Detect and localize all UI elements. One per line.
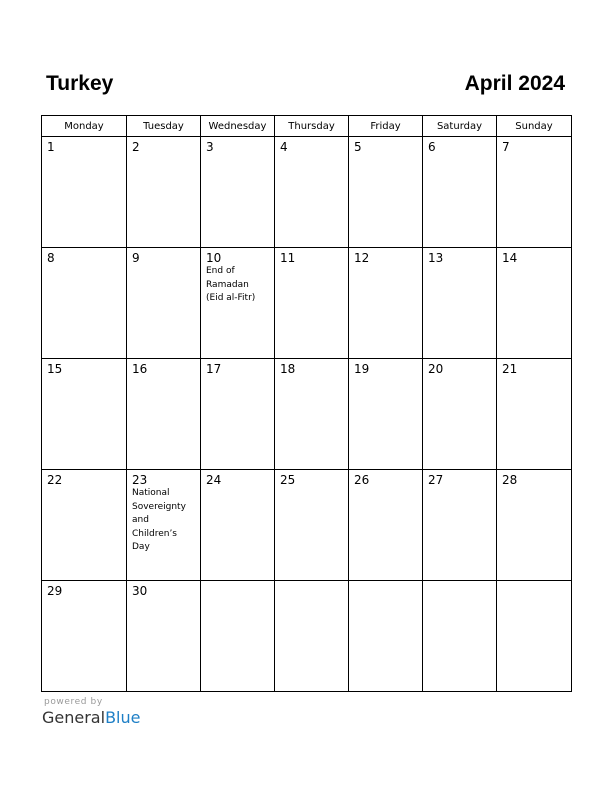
day-number: 9 (132, 251, 140, 265)
day-number: 11 (280, 251, 296, 265)
day-cell (349, 248, 423, 359)
day-cell (497, 581, 572, 692)
day-number: 19 (354, 362, 370, 376)
day-number: 4 (280, 140, 288, 154)
weekday-sunday: Sunday (497, 116, 572, 137)
week-row-5 (42, 581, 572, 692)
day-cell (275, 248, 349, 359)
day-number: 17 (206, 362, 222, 376)
day-number: 5 (354, 140, 362, 154)
day-number: 20 (428, 362, 444, 376)
day-cell (497, 248, 572, 359)
country-title: Turkey (46, 72, 114, 95)
day-cell (201, 359, 275, 470)
day-cell (275, 137, 349, 248)
day-cell (423, 137, 497, 248)
day-cell (497, 137, 572, 248)
day-cell (201, 248, 275, 359)
day-cell (497, 470, 572, 581)
day-number: 18 (280, 362, 296, 376)
day-number: 25 (280, 473, 296, 487)
weekday-wednesday: Wednesday (201, 116, 275, 137)
week-row-4 (42, 470, 572, 581)
weekday-tuesday: Tuesday (127, 116, 201, 137)
day-number: 24 (206, 473, 222, 487)
day-cell (349, 359, 423, 470)
day-cell (497, 359, 572, 470)
brand-blue: Blue (105, 708, 141, 727)
day-cell (275, 470, 349, 581)
month-year-title: April 2024 (464, 72, 565, 95)
holiday-label: End of Ramadan (Eid al-Fitr) (206, 266, 256, 303)
day-number: 10 (206, 251, 222, 265)
day-number: 30 (132, 584, 148, 598)
day-cell (127, 470, 201, 581)
day-number: 1 (47, 140, 55, 154)
day-number: 12 (354, 251, 370, 265)
week-row-1 (42, 137, 572, 248)
week-row-3 (42, 359, 572, 470)
day-number: 2 (132, 140, 140, 154)
day-cell (127, 359, 201, 470)
powered-by-text: powered by (44, 697, 103, 707)
day-cell (127, 137, 201, 248)
day-number: 28 (502, 473, 518, 487)
day-cell (423, 359, 497, 470)
day-number: 3 (206, 140, 214, 154)
weekday-header-row (42, 116, 572, 137)
weekday-thursday: Thursday (275, 116, 349, 137)
day-cell (42, 248, 127, 359)
day-cell (423, 581, 497, 692)
day-number: 7 (502, 140, 510, 154)
day-number: 27 (428, 473, 444, 487)
day-cell (349, 470, 423, 581)
day-cell (423, 248, 497, 359)
day-cell (423, 470, 497, 581)
day-cell (127, 248, 201, 359)
day-cell (201, 581, 275, 692)
weekday-saturday: Saturday (423, 116, 497, 137)
day-number: 15 (47, 362, 63, 376)
calendar-grid (41, 115, 572, 692)
day-cell (275, 581, 349, 692)
day-cell (275, 359, 349, 470)
generalblue-logo[interactable] (42, 708, 140, 727)
day-cell (127, 581, 201, 692)
day-number: 29 (47, 584, 63, 598)
day-cell (42, 359, 127, 470)
week-row-2 (42, 248, 572, 359)
weekday-monday: Monday (42, 116, 127, 137)
day-cell (201, 137, 275, 248)
day-number: 21 (502, 362, 518, 376)
day-cell (42, 470, 127, 581)
day-cell (42, 581, 127, 692)
day-number: 16 (132, 362, 148, 376)
day-number: 6 (428, 140, 436, 154)
day-number: 13 (428, 251, 444, 265)
day-number: 22 (47, 473, 63, 487)
day-number: 14 (502, 251, 518, 265)
day-number: 8 (47, 251, 55, 265)
day-number: 23 (132, 473, 148, 487)
weekday-friday: Friday (349, 116, 423, 137)
day-cell (349, 581, 423, 692)
brand-general: General (42, 708, 106, 727)
day-cell (42, 137, 127, 248)
day-number: 26 (354, 473, 370, 487)
day-cell (201, 470, 275, 581)
day-cell (349, 137, 423, 248)
holiday-label: National Sovereignty and Children’s Day (132, 488, 186, 552)
